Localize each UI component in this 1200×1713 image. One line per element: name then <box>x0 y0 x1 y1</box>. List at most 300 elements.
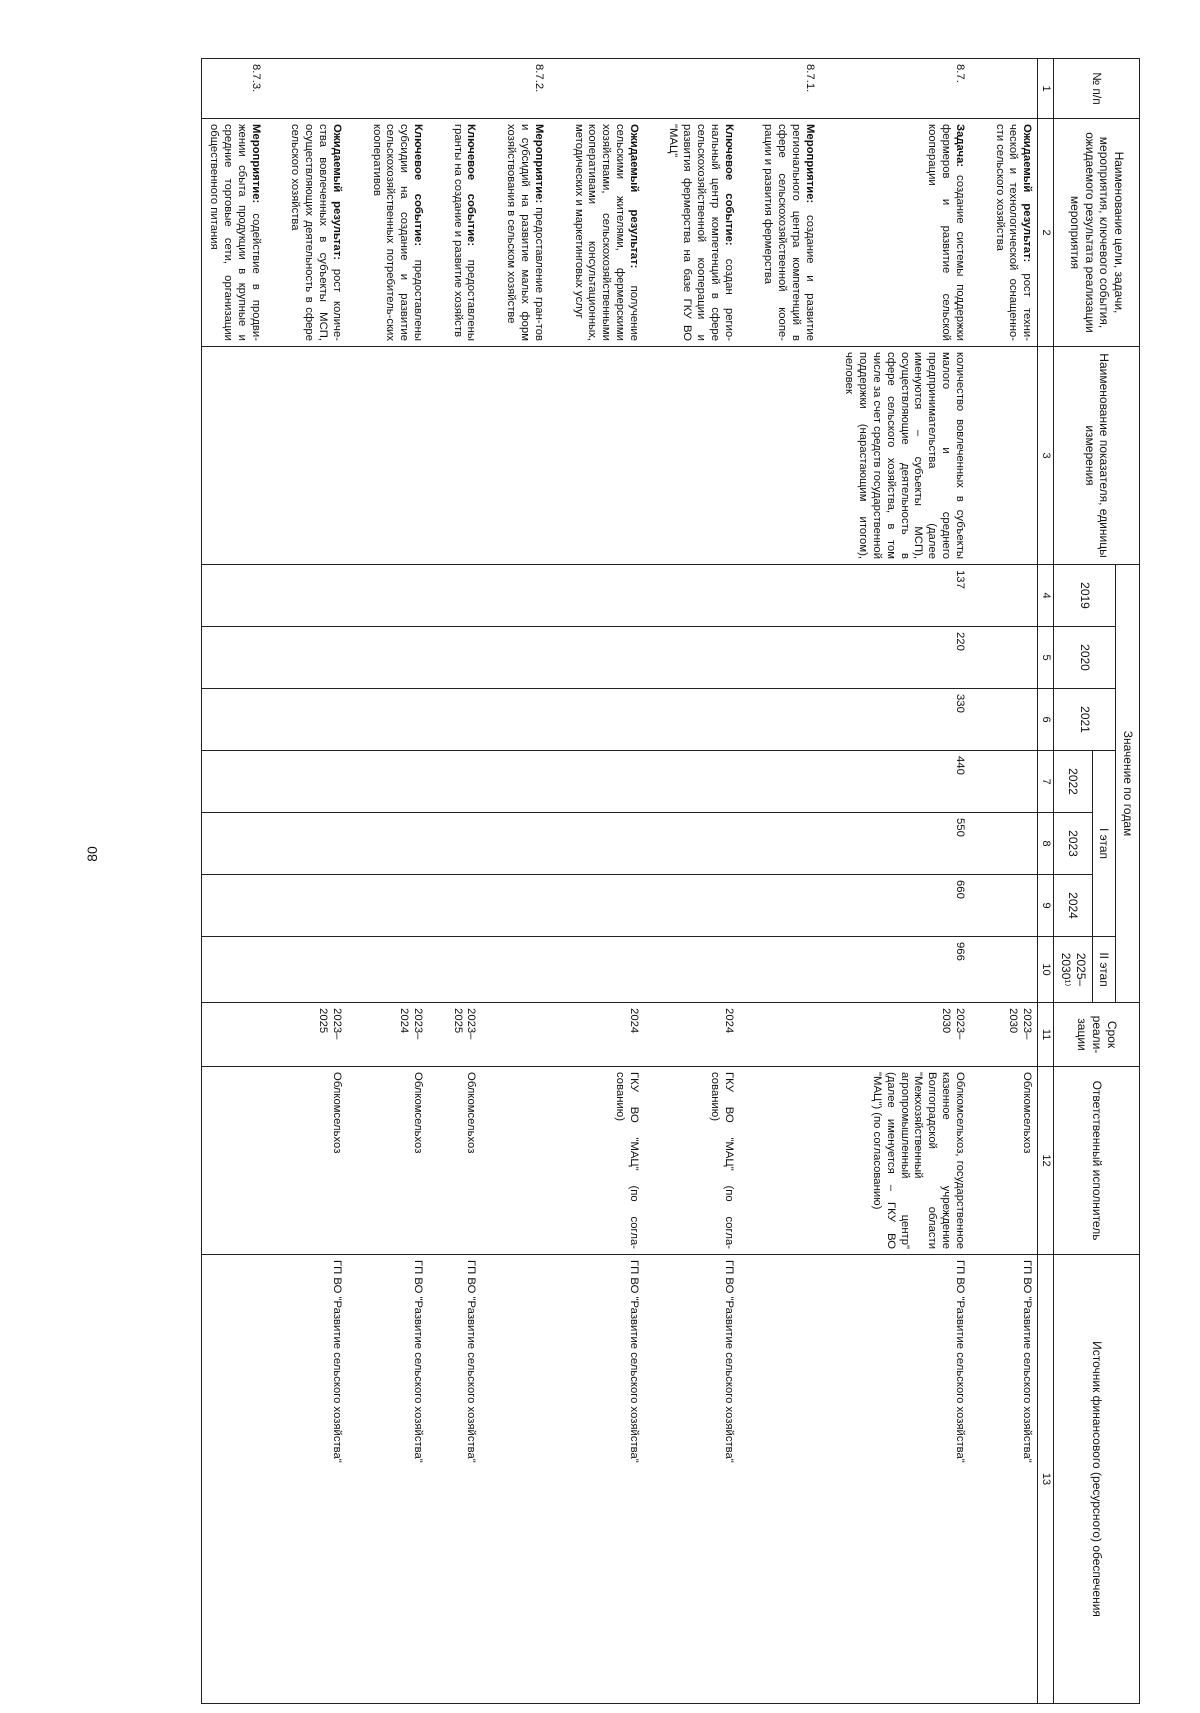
spacer-cell <box>549 1067 567 1255</box>
spacer-cell <box>970 565 988 627</box>
spacer-cell <box>347 59 365 119</box>
header-2019: 2019 <box>1054 565 1116 627</box>
row-lead: Ожидаемый результат: <box>627 124 640 269</box>
row-lead: Ожидаемый результат: <box>1021 124 1034 263</box>
table-header <box>1038 59 1140 1704</box>
term-cell: 2023–2025 <box>446 1003 482 1067</box>
spacer-cell <box>428 937 446 1003</box>
value-2025-2030 <box>446 937 482 1003</box>
spacer-cell <box>347 1003 365 1067</box>
spacer-cell <box>549 1255 567 1704</box>
value-2024 <box>988 875 1038 937</box>
executor-cell: Облкомсельхоз <box>446 1067 482 1255</box>
spacer-cell <box>428 347 446 565</box>
executor-cell: Облкомсельхоз <box>284 1067 347 1255</box>
spacer-cell <box>970 813 988 875</box>
spacer-cell <box>644 1255 662 1704</box>
spacer-cell <box>970 1067 988 1255</box>
spacer-cell <box>549 1003 567 1067</box>
value-2021 <box>365 689 428 751</box>
source-cell <box>499 1255 548 1704</box>
value-2019 <box>988 565 1038 627</box>
row-spacer <box>820 59 838 1704</box>
col-number: 11 <box>1038 1003 1054 1067</box>
page-number: 80 <box>84 846 100 862</box>
value-2025-2030: 966 <box>838 937 970 1003</box>
source-cell: ГП ВО "Развитие сельского хозяйства" <box>988 1255 1038 1704</box>
value-2019 <box>499 565 548 627</box>
header-source: Источник финансового (ресурсного) обеспечения <box>1054 1255 1140 1704</box>
term-cell <box>757 1003 820 1067</box>
col-number: 5 <box>1038 627 1054 689</box>
indicator-cell <box>284 347 347 565</box>
indicator-cell <box>567 347 644 565</box>
value-2020 <box>567 627 644 689</box>
source-cell <box>202 1255 266 1704</box>
table-row <box>838 59 970 1704</box>
row-number <box>662 59 739 119</box>
term-cell <box>499 1003 548 1067</box>
value-2024: 660 <box>838 875 970 937</box>
spacer-cell <box>644 347 662 565</box>
spacer-cell <box>347 119 365 347</box>
spacer-cell <box>347 813 365 875</box>
spacer-cell <box>481 813 499 875</box>
header-2022: 2022 <box>1054 751 1092 813</box>
value-2020 <box>988 627 1038 689</box>
value-2024 <box>662 875 739 937</box>
spacer-cell <box>428 875 446 937</box>
table-row <box>499 59 548 1704</box>
value-2020 <box>499 627 548 689</box>
spacer-cell <box>739 689 757 751</box>
table-row <box>662 59 739 1704</box>
spacer-cell <box>347 1067 365 1255</box>
value-2025-2030 <box>499 937 548 1003</box>
col-number: 13 <box>1038 1255 1054 1704</box>
spacer-cell <box>970 875 988 937</box>
indicator-cell <box>757 347 820 565</box>
value-2025-2030 <box>202 937 266 1003</box>
spacer-cell <box>644 565 662 627</box>
executor-cell: ГКУ ВО "МАЦ" (по согла-сованию) <box>662 1067 739 1255</box>
spacer-cell <box>549 875 567 937</box>
source-cell: ГП ВО "Развитие сельского хозяйства" <box>662 1255 739 1704</box>
row-lead: Ключевое событие: <box>465 124 478 247</box>
column-number-row <box>1038 59 1054 1704</box>
spacer-cell <box>970 937 988 1003</box>
value-2019: 137 <box>838 565 970 627</box>
executor-cell: Облкомсельхоз <box>365 1067 428 1255</box>
term-cell: 2023–2025 <box>284 1003 347 1067</box>
value-2022: 440 <box>838 751 970 813</box>
executor-cell: ГКУ ВО "МАЦ" (по согла-сованию) <box>567 1067 644 1255</box>
spacer-cell <box>970 119 988 347</box>
row-spacer <box>428 59 446 1704</box>
spacer-cell <box>428 59 446 119</box>
row-text: создание и развитие регионального центра компетенций в сфере сельскохозяйственной коопе-рации и развития фермерства <box>762 124 816 341</box>
row-spacer <box>644 59 662 1704</box>
spacer-cell <box>644 627 662 689</box>
header-values-by-year: Значение по годам <box>1116 565 1140 1003</box>
value-2020 <box>662 627 739 689</box>
row-lead: Задача: <box>953 124 966 168</box>
value-2024 <box>446 875 482 937</box>
value-2024 <box>365 875 428 937</box>
spacer-cell <box>549 627 567 689</box>
spacer-cell <box>820 119 838 347</box>
spacer-cell <box>820 347 838 565</box>
spacer-cell <box>428 813 446 875</box>
spacer-cell <box>970 627 988 689</box>
spacer-cell <box>820 813 838 875</box>
value-2022 <box>446 751 482 813</box>
spacer-cell <box>266 937 284 1003</box>
spacer-cell <box>428 1003 446 1067</box>
spacer-cell <box>739 1067 757 1255</box>
source-cell: ГП ВО "Развитие сельского хозяйства" <box>365 1255 428 1704</box>
spacer-cell <box>428 689 446 751</box>
row-spacer <box>549 59 567 1704</box>
spacer-cell <box>481 627 499 689</box>
spacer-cell <box>481 59 499 119</box>
spacer-cell <box>970 751 988 813</box>
spacer-cell <box>481 875 499 937</box>
spacer-cell <box>347 1255 365 1704</box>
value-2021 <box>446 689 482 751</box>
spacer-cell <box>644 937 662 1003</box>
row-number: 8.7.2. <box>499 59 548 119</box>
spacer-cell <box>739 937 757 1003</box>
value-2023 <box>284 813 347 875</box>
spacer-cell <box>481 751 499 813</box>
row-text: рост количе-ства вовлеченных в субъекты МСП, осуществляющих деятельность в сфере сельского хозяйства <box>289 124 343 341</box>
header-indicator: Наименование показателя, единицы измерения <box>1054 347 1140 565</box>
spacer-cell <box>644 813 662 875</box>
value-2024 <box>567 875 644 937</box>
value-2021 <box>757 689 820 751</box>
value-2019 <box>446 565 482 627</box>
value-2020 <box>284 627 347 689</box>
spacer-cell <box>739 1255 757 1704</box>
value-2019 <box>365 565 428 627</box>
col-number: 7 <box>1038 751 1054 813</box>
spacer-cell <box>820 1255 838 1704</box>
spacer-cell <box>549 565 567 627</box>
spacer-cell <box>428 565 446 627</box>
table-body <box>202 59 1038 1704</box>
value-2024 <box>284 875 347 937</box>
spacer-cell <box>820 751 838 813</box>
indicator-cell <box>365 347 428 565</box>
col-number: 10 <box>1038 937 1054 1003</box>
value-2020 <box>446 627 482 689</box>
row-text: получение сельскими жителями, фермерскими хозяйствами, сельскохозяйственными кооперативами консультационных, методических и маркетинговых услуг <box>572 124 640 341</box>
spacer-cell <box>481 689 499 751</box>
spacer-cell <box>739 813 757 875</box>
header-2024: 2024 <box>1054 875 1092 937</box>
spacer-cell <box>549 751 567 813</box>
spacer-cell <box>481 1255 499 1704</box>
value-2019 <box>662 565 739 627</box>
spacer-cell <box>820 59 838 119</box>
source-cell: ГП ВО "Развитие сельского хозяйства" <box>284 1255 347 1704</box>
spacer-cell <box>266 119 284 347</box>
row-text: создание системы поддержки фермеров и развитие сельской кооперации <box>926 124 966 341</box>
row-name <box>284 119 347 347</box>
spacer-cell <box>428 1067 446 1255</box>
spacer-cell <box>644 119 662 347</box>
spacer-cell <box>549 937 567 1003</box>
spacer-cell <box>266 751 284 813</box>
spacer-cell <box>644 1067 662 1255</box>
value-2022 <box>988 751 1038 813</box>
row-text: предоставлены субсидии на создание и развитие сельскохозяйственных потребитель-ских кооперативов <box>370 124 424 341</box>
row-lead: Мероприятие: <box>532 124 545 204</box>
value-2022 <box>499 751 548 813</box>
spacer-cell <box>266 875 284 937</box>
table-row <box>202 59 266 1704</box>
table-row <box>365 59 428 1704</box>
header-2023: 2023 <box>1054 813 1092 875</box>
value-2022 <box>284 751 347 813</box>
spacer-cell <box>644 751 662 813</box>
row-spacer <box>481 59 499 1704</box>
row-name <box>365 119 428 347</box>
table-row <box>757 59 820 1704</box>
source-cell: ГП ВО "Развитие сельского хозяйства" <box>838 1255 970 1704</box>
value-2021 <box>284 689 347 751</box>
spacer-cell <box>266 59 284 119</box>
spacer-cell <box>266 813 284 875</box>
spacer-cell <box>739 1003 757 1067</box>
term-cell <box>202 1003 266 1067</box>
table-row <box>988 59 1038 1704</box>
spacer-cell <box>970 689 988 751</box>
indicator-cell <box>662 347 739 565</box>
spacer-cell <box>347 689 365 751</box>
spacer-cell <box>347 347 365 565</box>
term-cell: 2023–2030 <box>838 1003 970 1067</box>
header-term: Срок реали-зации <box>1054 1003 1140 1067</box>
value-2022 <box>202 751 266 813</box>
header-2021: 2021 <box>1054 689 1116 751</box>
spacer-cell <box>428 119 446 347</box>
term-cell: 2024 <box>662 1003 739 1067</box>
source-cell: ГП ВО "Развитие сельского хозяйства" <box>446 1255 482 1704</box>
col-number: 4 <box>1038 565 1054 627</box>
row-name <box>446 119 482 347</box>
spacer-cell <box>739 565 757 627</box>
spacer-cell <box>644 689 662 751</box>
executor-cell: Облкомсельхоз <box>988 1067 1038 1255</box>
spacer-cell <box>820 689 838 751</box>
spacer-cell <box>644 1003 662 1067</box>
spacer-cell <box>347 627 365 689</box>
spacer-cell <box>266 565 284 627</box>
spacer-cell <box>970 1255 988 1704</box>
value-2021 <box>662 689 739 751</box>
spacer-cell <box>428 1255 446 1704</box>
spacer-cell <box>820 875 838 937</box>
spacer-cell <box>970 1003 988 1067</box>
row-spacer <box>739 59 757 1704</box>
spacer-cell <box>347 565 365 627</box>
spacer-cell <box>820 1067 838 1255</box>
term-cell: 2023–2030 <box>988 1003 1038 1067</box>
spacer-cell <box>481 1067 499 1255</box>
row-lead: Ожидаемый результат: <box>330 124 343 260</box>
spacer-cell <box>266 347 284 565</box>
term-cell: 2024 <box>567 1003 644 1067</box>
row-text: создан регио-нальный центр компетенций в сфере сельскохозяйственной кооперации и развития фермерства на базе ГКУ ВО "МАЦ" <box>667 124 735 341</box>
spacer-cell <box>347 875 365 937</box>
executor-cell <box>499 1067 548 1255</box>
value-2021 <box>567 689 644 751</box>
col-number: 2 <box>1038 119 1054 347</box>
spacer-cell <box>266 1067 284 1255</box>
executor-cell <box>202 1067 266 1255</box>
spacer-cell <box>644 59 662 119</box>
row-number <box>284 59 347 119</box>
spacer-cell <box>739 751 757 813</box>
value-2023 <box>365 813 428 875</box>
spacer-cell <box>266 1003 284 1067</box>
row-lead: Мероприятие: <box>803 124 816 204</box>
spacer-cell <box>481 1003 499 1067</box>
value-2023 <box>202 813 266 875</box>
spacer-cell <box>644 875 662 937</box>
value-2022 <box>567 751 644 813</box>
value-2022 <box>365 751 428 813</box>
value-2020 <box>202 627 266 689</box>
row-name <box>988 119 1038 347</box>
row-lead: Мероприятие: <box>249 124 262 204</box>
spacer-cell <box>549 347 567 565</box>
table-row <box>446 59 482 1704</box>
spacer-cell <box>481 347 499 565</box>
indicator-cell <box>446 347 482 565</box>
spacer-cell <box>820 627 838 689</box>
col-number: 6 <box>1038 689 1054 751</box>
value-2025-2030 <box>662 937 739 1003</box>
value-2025-2030 <box>757 937 820 1003</box>
row-name <box>757 119 820 347</box>
table-row <box>567 59 644 1704</box>
value-2024 <box>757 875 820 937</box>
row-number <box>567 59 644 119</box>
value-2021 <box>202 689 266 751</box>
row-number: 8.7.1. <box>757 59 820 119</box>
spacer-cell <box>266 627 284 689</box>
spacer-cell <box>549 119 567 347</box>
indicator-cell <box>499 347 548 565</box>
row-lead: Ключевое событие: <box>722 124 735 246</box>
col-number: 12 <box>1038 1067 1054 1255</box>
row-spacer <box>347 59 365 1704</box>
spacer-cell <box>481 565 499 627</box>
header-name: Наименование цели, задачи, мероприятия, ключевого события, ожидаемого результата реализации мероприятия <box>1054 119 1140 347</box>
col-number: 8 <box>1038 813 1054 875</box>
spacer-cell <box>739 59 757 119</box>
row-name <box>662 119 739 347</box>
spacer-cell <box>820 565 838 627</box>
row-number: 8.7. <box>838 59 970 119</box>
value-2023 <box>446 813 482 875</box>
row-text: рост техни-ческой и технологической оснащенно-сти сельского хозяйства <box>993 124 1034 341</box>
header-executor: Ответственный исполнитель <box>1054 1067 1140 1255</box>
value-2020 <box>365 627 428 689</box>
header-2020: 2020 <box>1054 627 1116 689</box>
value-2021 <box>499 689 548 751</box>
spacer-cell <box>549 813 567 875</box>
row-name <box>567 119 644 347</box>
spacer-cell <box>739 119 757 347</box>
value-2023: 550 <box>838 813 970 875</box>
row-number <box>446 59 482 119</box>
executor-cell: Облкомсельхоз, государственное казенное учреждение Волгоградской области "Межхозяйственный агропромышленный центр" (далее именуется – ГКУ ВО "МАЦ") (по согласованию) <box>838 1067 970 1255</box>
header-num: № п/п <box>1054 59 1140 119</box>
row-name <box>202 119 266 347</box>
spacer-cell <box>481 119 499 347</box>
spacer-cell <box>266 1255 284 1704</box>
spacer-cell <box>739 347 757 565</box>
row-name <box>499 119 548 347</box>
value-2024 <box>202 875 266 937</box>
row-spacer <box>266 59 284 1704</box>
col-number: 9 <box>1038 875 1054 937</box>
value-2022 <box>662 751 739 813</box>
row-number: 8.7.3. <box>202 59 266 119</box>
value-2023 <box>662 813 739 875</box>
row-text: предоставлены гранты на создание и развитие хозяйств <box>451 124 478 341</box>
value-2019 <box>202 565 266 627</box>
spacer-cell <box>739 627 757 689</box>
row-text: содействие в продви-жении сбыта продукции в крупные и средние торговые сети, организации общественного питания <box>208 124 262 341</box>
spacer-cell <box>970 59 988 119</box>
value-2019 <box>284 565 347 627</box>
spacer-cell <box>347 937 365 1003</box>
row-spacer <box>970 59 988 1704</box>
value-2024 <box>499 875 548 937</box>
spacer-cell <box>820 937 838 1003</box>
header-2025-2030: 2025–2030¹⁾ <box>1054 937 1092 1003</box>
value-2020 <box>757 627 820 689</box>
header-stage-2: II этап <box>1092 937 1116 1003</box>
spacer-cell <box>820 1003 838 1067</box>
value-2020: 220 <box>838 627 970 689</box>
source-cell: ГП ВО "Развитие сельского хозяйства" <box>567 1255 644 1704</box>
row-number <box>365 59 428 119</box>
source-cell <box>757 1255 820 1704</box>
value-2025-2030 <box>988 937 1038 1003</box>
spacer-cell <box>549 689 567 751</box>
col-number: 3 <box>1038 347 1054 565</box>
program-table <box>202 58 1141 1704</box>
value-2025-2030 <box>567 937 644 1003</box>
spacer-cell <box>739 875 757 937</box>
indicator-cell <box>202 347 266 565</box>
indicator-cell <box>988 347 1038 565</box>
value-2022 <box>757 751 820 813</box>
header-stage-1: I этап <box>1092 751 1116 937</box>
col-number: 1 <box>1038 59 1054 119</box>
value-2019 <box>567 565 644 627</box>
value-2025-2030 <box>365 937 428 1003</box>
spacer-cell <box>266 689 284 751</box>
spacer-cell <box>481 937 499 1003</box>
spacer-cell <box>347 751 365 813</box>
